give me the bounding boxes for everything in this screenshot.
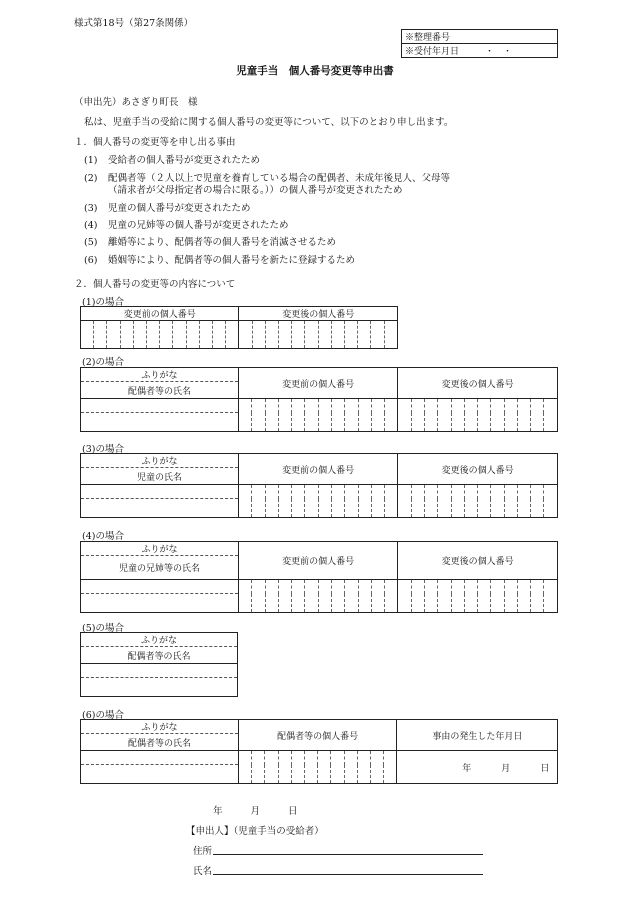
- digit-cell[interactable]: [331, 485, 344, 518]
- reason-text: 婚姻等により、配偶者等の個人番号を新たに登録するため: [108, 255, 356, 266]
- digit-cell[interactable]: [94, 321, 107, 349]
- digit-cell[interactable]: [331, 580, 344, 613]
- case6-table: [80, 719, 558, 784]
- digit-cell[interactable]: [278, 751, 291, 784]
- seiri-label: ※整理番号: [402, 30, 558, 44]
- digit-cell[interactable]: [252, 321, 265, 349]
- case2-name-header: 配偶者等の氏名: [81, 382, 239, 399]
- digit-cell[interactable]: [385, 399, 398, 432]
- case4-furigana-header: ふりがな: [81, 542, 239, 556]
- digit-cell[interactable]: [531, 399, 544, 432]
- reason-text: 配偶者等（２人以上で児童を養育している場合の配偶者、未成年後見人、父母等: [108, 173, 451, 184]
- digit-cell[interactable]: [292, 321, 305, 349]
- case5-name-input[interactable]: [81, 678, 238, 697]
- digit-cell[interactable]: [331, 321, 344, 349]
- digit-cell[interactable]: [252, 399, 265, 432]
- digit-cell[interactable]: [120, 321, 133, 349]
- digit-cell[interactable]: [278, 399, 291, 432]
- digit-cell[interactable]: [318, 485, 331, 518]
- digit-cell[interactable]: [438, 485, 451, 518]
- digit-cell[interactable]: [424, 485, 437, 518]
- digit-cell[interactable]: [331, 751, 344, 784]
- case3-name-header: 児童の氏名: [81, 468, 239, 485]
- case5-name-header: 配偶者等の氏名: [81, 647, 238, 664]
- digit-cell[interactable]: [371, 580, 384, 613]
- digit-cell[interactable]: [371, 399, 384, 432]
- digit-cell[interactable]: [147, 321, 160, 349]
- case1-before-header: 変更前の個人番号: [81, 307, 239, 321]
- case5-furigana-header: ふりがな: [81, 633, 238, 647]
- digit-cell[interactable]: [133, 321, 146, 349]
- digit-cell[interactable]: [504, 580, 517, 613]
- digit-cell[interactable]: [265, 751, 278, 784]
- digit-cell[interactable]: [424, 399, 437, 432]
- case5-label: (5)の場合: [82, 623, 124, 634]
- case2-table: [80, 367, 558, 432]
- digit-cell[interactable]: [318, 580, 331, 613]
- digit-cell[interactable]: [451, 399, 464, 432]
- case3-name-input[interactable]: [81, 499, 239, 518]
- office-use-box: [401, 29, 558, 58]
- reason-text: 離婚等により、配偶者等の個人番号を消滅させるため: [108, 237, 337, 248]
- digit-cell[interactable]: [305, 321, 318, 349]
- digit-cell[interactable]: [544, 580, 558, 613]
- reason-item: [84, 182, 403, 196]
- reason-number: (1): [84, 155, 98, 166]
- digit-cell[interactable]: [464, 580, 477, 613]
- case3-table: [80, 453, 558, 518]
- digit-cell[interactable]: [358, 580, 371, 613]
- reason-item: [84, 217, 289, 231]
- digit-cell[interactable]: [544, 485, 558, 518]
- digit-cell[interactable]: [305, 580, 318, 613]
- digit-cell[interactable]: [318, 321, 331, 349]
- digit-cell[interactable]: [318, 399, 331, 432]
- reason-item: [84, 200, 251, 214]
- case2-name-input[interactable]: [81, 413, 239, 432]
- digit-cell[interactable]: [239, 399, 252, 432]
- digit-cell[interactable]: [398, 399, 411, 432]
- reason-number: (5): [84, 237, 98, 248]
- reason-item: [84, 252, 355, 266]
- name-field[interactable]: [213, 874, 483, 875]
- digit-cell[interactable]: [358, 321, 371, 349]
- case4-table: [80, 541, 558, 613]
- digit-cell[interactable]: [478, 580, 491, 613]
- intro-text: 私は、児童手当の受給に関する個人番号の変更等について、以下のとおり申し出ます。: [84, 117, 454, 128]
- digit-cell[interactable]: [318, 751, 331, 784]
- addressee: （申出先）あさぎり町長 様: [74, 97, 198, 108]
- reason-item: [84, 152, 260, 166]
- applicant-heading: 【申出人】（児童手当の受給者）: [186, 826, 324, 837]
- digit-cell[interactable]: [239, 485, 252, 518]
- digit-cell[interactable]: [265, 321, 278, 349]
- case1-after-header: 変更後の個人番号: [239, 307, 398, 321]
- digit-cell[interactable]: [357, 751, 370, 784]
- case2-label: (2)の場合: [82, 357, 124, 368]
- digit-cell[interactable]: [252, 580, 265, 613]
- digit-cell[interactable]: [370, 751, 383, 784]
- digit-cell[interactable]: [424, 580, 437, 613]
- digit-cell[interactable]: [398, 580, 411, 613]
- digit-cell[interactable]: [199, 321, 212, 349]
- digit-cell[interactable]: [517, 485, 530, 518]
- case6-name-input[interactable]: [81, 765, 239, 784]
- digit-cell[interactable]: [464, 485, 477, 518]
- digit-cell[interactable]: [213, 321, 226, 349]
- digit-cell[interactable]: [478, 399, 491, 432]
- digit-cell[interactable]: [173, 321, 186, 349]
- digit-cell[interactable]: [411, 485, 424, 518]
- digit-cell[interactable]: [265, 580, 278, 613]
- digit-cell[interactable]: [292, 485, 305, 518]
- case5-furigana-input[interactable]: [81, 664, 238, 678]
- digit-cell[interactable]: [344, 751, 357, 784]
- case4-before-header: 変更前の個人番号: [239, 542, 398, 580]
- digit-cell[interactable]: [371, 321, 384, 349]
- digit-cell[interactable]: [385, 485, 398, 518]
- digit-cell[interactable]: [291, 751, 304, 784]
- digit-cell[interactable]: [464, 399, 477, 432]
- application-date[interactable]: 年 月 日: [213, 806, 298, 817]
- digit-cell[interactable]: [345, 321, 358, 349]
- name-label: 氏名: [193, 866, 213, 877]
- digit-cell[interactable]: [304, 751, 317, 784]
- digit-cell[interactable]: [451, 580, 464, 613]
- case3-label: (3)の場合: [82, 444, 124, 455]
- digit-cell[interactable]: [411, 399, 424, 432]
- form-number: 様式第18号（第27条関係）: [74, 18, 194, 29]
- case3-after-header: 変更後の個人番号: [398, 454, 558, 485]
- digit-cell[interactable]: [491, 580, 504, 613]
- reason-number: (6): [84, 255, 98, 266]
- digit-cell[interactable]: [239, 751, 252, 784]
- digit-cell[interactable]: [398, 485, 411, 518]
- digit-cell[interactable]: [384, 321, 397, 349]
- digit-cell[interactable]: [451, 485, 464, 518]
- case6-furigana-header: ふりがな: [81, 720, 239, 734]
- digit-cell[interactable]: [371, 485, 384, 518]
- case2-before-header: 変更前の個人番号: [239, 368, 398, 399]
- digit-cell[interactable]: [345, 485, 358, 518]
- reason-number: (4): [84, 220, 98, 231]
- digit-cell[interactable]: [491, 399, 504, 432]
- case4-after-header: 変更後の個人番号: [398, 542, 558, 580]
- digit-cell[interactable]: [438, 399, 451, 432]
- reason-number: (3): [84, 203, 98, 214]
- digit-cell[interactable]: [504, 399, 517, 432]
- digit-cell[interactable]: [278, 580, 291, 613]
- digit-cell[interactable]: [345, 399, 358, 432]
- page-title: 児童手当 個人番号変更等申出書: [236, 65, 394, 77]
- digit-cell[interactable]: [478, 485, 491, 518]
- digit-cell[interactable]: [331, 399, 344, 432]
- reason-text: 受給者の個人番号が変更されたため: [108, 155, 261, 166]
- digit-cell[interactable]: [517, 399, 530, 432]
- case6-date-header: 事由の発生した年月日: [397, 720, 558, 751]
- digit-cell[interactable]: [252, 751, 265, 784]
- case4-label: (4)の場合: [82, 531, 124, 542]
- digit-cell[interactable]: [345, 580, 358, 613]
- digit-cell[interactable]: [438, 580, 451, 613]
- digit-cell[interactable]: [411, 580, 424, 613]
- digit-cell[interactable]: [544, 399, 558, 432]
- case1-label: (1)の場合: [82, 297, 124, 308]
- reason-number: (2): [84, 173, 98, 184]
- case3-furigana-header: ふりがな: [81, 454, 239, 468]
- digit-cell[interactable]: [491, 485, 504, 518]
- reason-text: 児童の個人番号が変更されたため: [108, 203, 251, 214]
- digit-cell[interactable]: [265, 399, 278, 432]
- digit-cell[interactable]: [278, 485, 291, 518]
- digit-cell[interactable]: [517, 580, 530, 613]
- case6-date-input[interactable]: 年 月 日: [397, 751, 558, 784]
- reason-text: 児童の兄姉等の個人番号が変更されたため: [108, 220, 289, 231]
- digit-cell[interactable]: [292, 399, 305, 432]
- digit-cell[interactable]: [385, 580, 398, 613]
- furigana-input[interactable]: [81, 485, 239, 499]
- digit-cell[interactable]: [305, 399, 318, 432]
- case6-label: (6)の場合: [82, 710, 124, 721]
- digit-cell[interactable]: [531, 580, 544, 613]
- case1-table: [80, 306, 398, 349]
- digit-cell[interactable]: [384, 751, 397, 784]
- digit-cell[interactable]: [239, 321, 252, 349]
- reason-item: [84, 234, 336, 248]
- digit-cell[interactable]: [279, 321, 292, 349]
- section1-heading: １．個人番号の変更等を申し出る事由: [74, 137, 236, 148]
- furigana-input[interactable]: [81, 751, 239, 765]
- digit-cell[interactable]: [305, 485, 318, 518]
- case2-after-header: 変更後の個人番号: [398, 368, 558, 399]
- digit-cell[interactable]: [226, 321, 239, 349]
- digit-cell[interactable]: [504, 485, 517, 518]
- digit-cell[interactable]: [186, 321, 199, 349]
- furigana-input[interactable]: [81, 399, 239, 413]
- digit-cell[interactable]: [358, 399, 371, 432]
- case4-name-input[interactable]: [81, 594, 239, 613]
- digit-cell[interactable]: [160, 321, 173, 349]
- case2-furigana-header: ふりがな: [81, 368, 239, 382]
- digit-cell[interactable]: [265, 485, 278, 518]
- digit-cell[interactable]: [81, 321, 94, 349]
- case5-table: [80, 632, 238, 697]
- address-field[interactable]: [213, 854, 483, 855]
- case6-name-header: 配偶者等の氏名: [81, 734, 239, 751]
- digit-cell[interactable]: [531, 485, 544, 518]
- digit-cell[interactable]: [358, 485, 371, 518]
- section2-heading: ２．個人番号の変更等の内容について: [74, 279, 236, 290]
- furigana-input[interactable]: [81, 580, 239, 594]
- address-label: 住所: [193, 846, 213, 857]
- reason-text: （請求者が父母指定者の場合に限る。））の個人番号が変更されたため: [108, 185, 403, 196]
- case4-name-header: 児童の兄姉等の氏名: [81, 556, 239, 580]
- digit-cell[interactable]: [252, 485, 265, 518]
- digit-cell[interactable]: [107, 321, 120, 349]
- uketsuke-field[interactable]: ※受付年月日 ・ ・: [402, 44, 558, 58]
- case3-before-header: 変更前の個人番号: [239, 454, 398, 485]
- case6-number-header: 配偶者等の個人番号: [239, 720, 397, 751]
- digit-cell[interactable]: [239, 580, 252, 613]
- digit-cell[interactable]: [292, 580, 305, 613]
